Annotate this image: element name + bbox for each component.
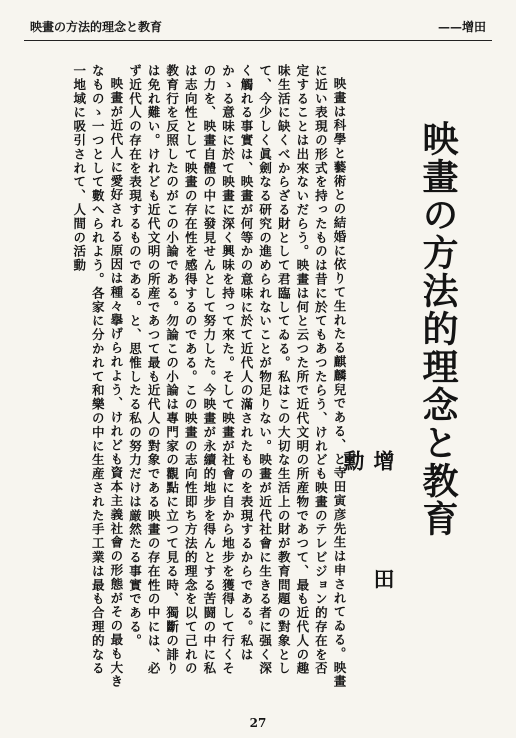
header-rule: [24, 40, 492, 41]
article-title: 映畫の方法的理念と教育: [417, 120, 459, 538]
article-body: [28, 64, 348, 689]
paragraph: 映畫が近代人に愛好される原因は種々擧げられよう、けれども資本主義社會の形態がその最も大きなものゝ一つとして數へられよう。各家に分かれて和樂の中に生産された手工業は最も合理的なる一地域に吸引されて、人間の活動: [71, 64, 124, 689]
running-header-author: ——增田: [437, 20, 486, 34]
page-number: 27: [249, 716, 267, 730]
article-author: 增 田 勳: [341, 450, 396, 686]
running-header: [30, 18, 486, 35]
paragraph: 映畫は科學と藝術との結婚に依りて生れたる麒麟兒である、と寺田寅彦先生は申されてゐる。映畫に近い表現の形式を持ったものは昔に於てもあつたらう、けれども映畫のテレビジョン的存在を否定することは出來ないだらう。映畫は何と云つた所で近代文明の所産物であつて、最も近代人の趣味生活に缺くべからざる財として君臨してゐる。私はこの大切な生活上の財が教育問題の對象として、今少しく眞劍なる研究の進められないことが物足りない。映畫が近代社會に生きる者に强く深く觸れる事實は、映畫が何等かの意味に於て近代人の滿されたものを表現するからである。私はかゝる意味に於て映畫に深く興味を持って來た。そして映畫が社會に自から地步を獲得して行くその力を、映畫自體の中に發見せんとして努力した。今映畫が永續的地步を得んとする苦闘の中に私は志向性として映畫の存在性を感得するのである。この映畫の志向性即ち方法的理念を以て己れの教育行を反照したのがこの小論である。勿論この小論は專門家の觀點に立つて見る時、獨斷の誹りは免れ難い。けれども近代文明の所産であつて最も近代人の對象である映畫の存在性の中には、必ず近代人の存在を表現するものである。と、思惟したる私の努力だけは厳然たる事實である。: [127, 64, 347, 689]
running-header-title: 映畫の方法的理念と教育: [30, 20, 163, 34]
